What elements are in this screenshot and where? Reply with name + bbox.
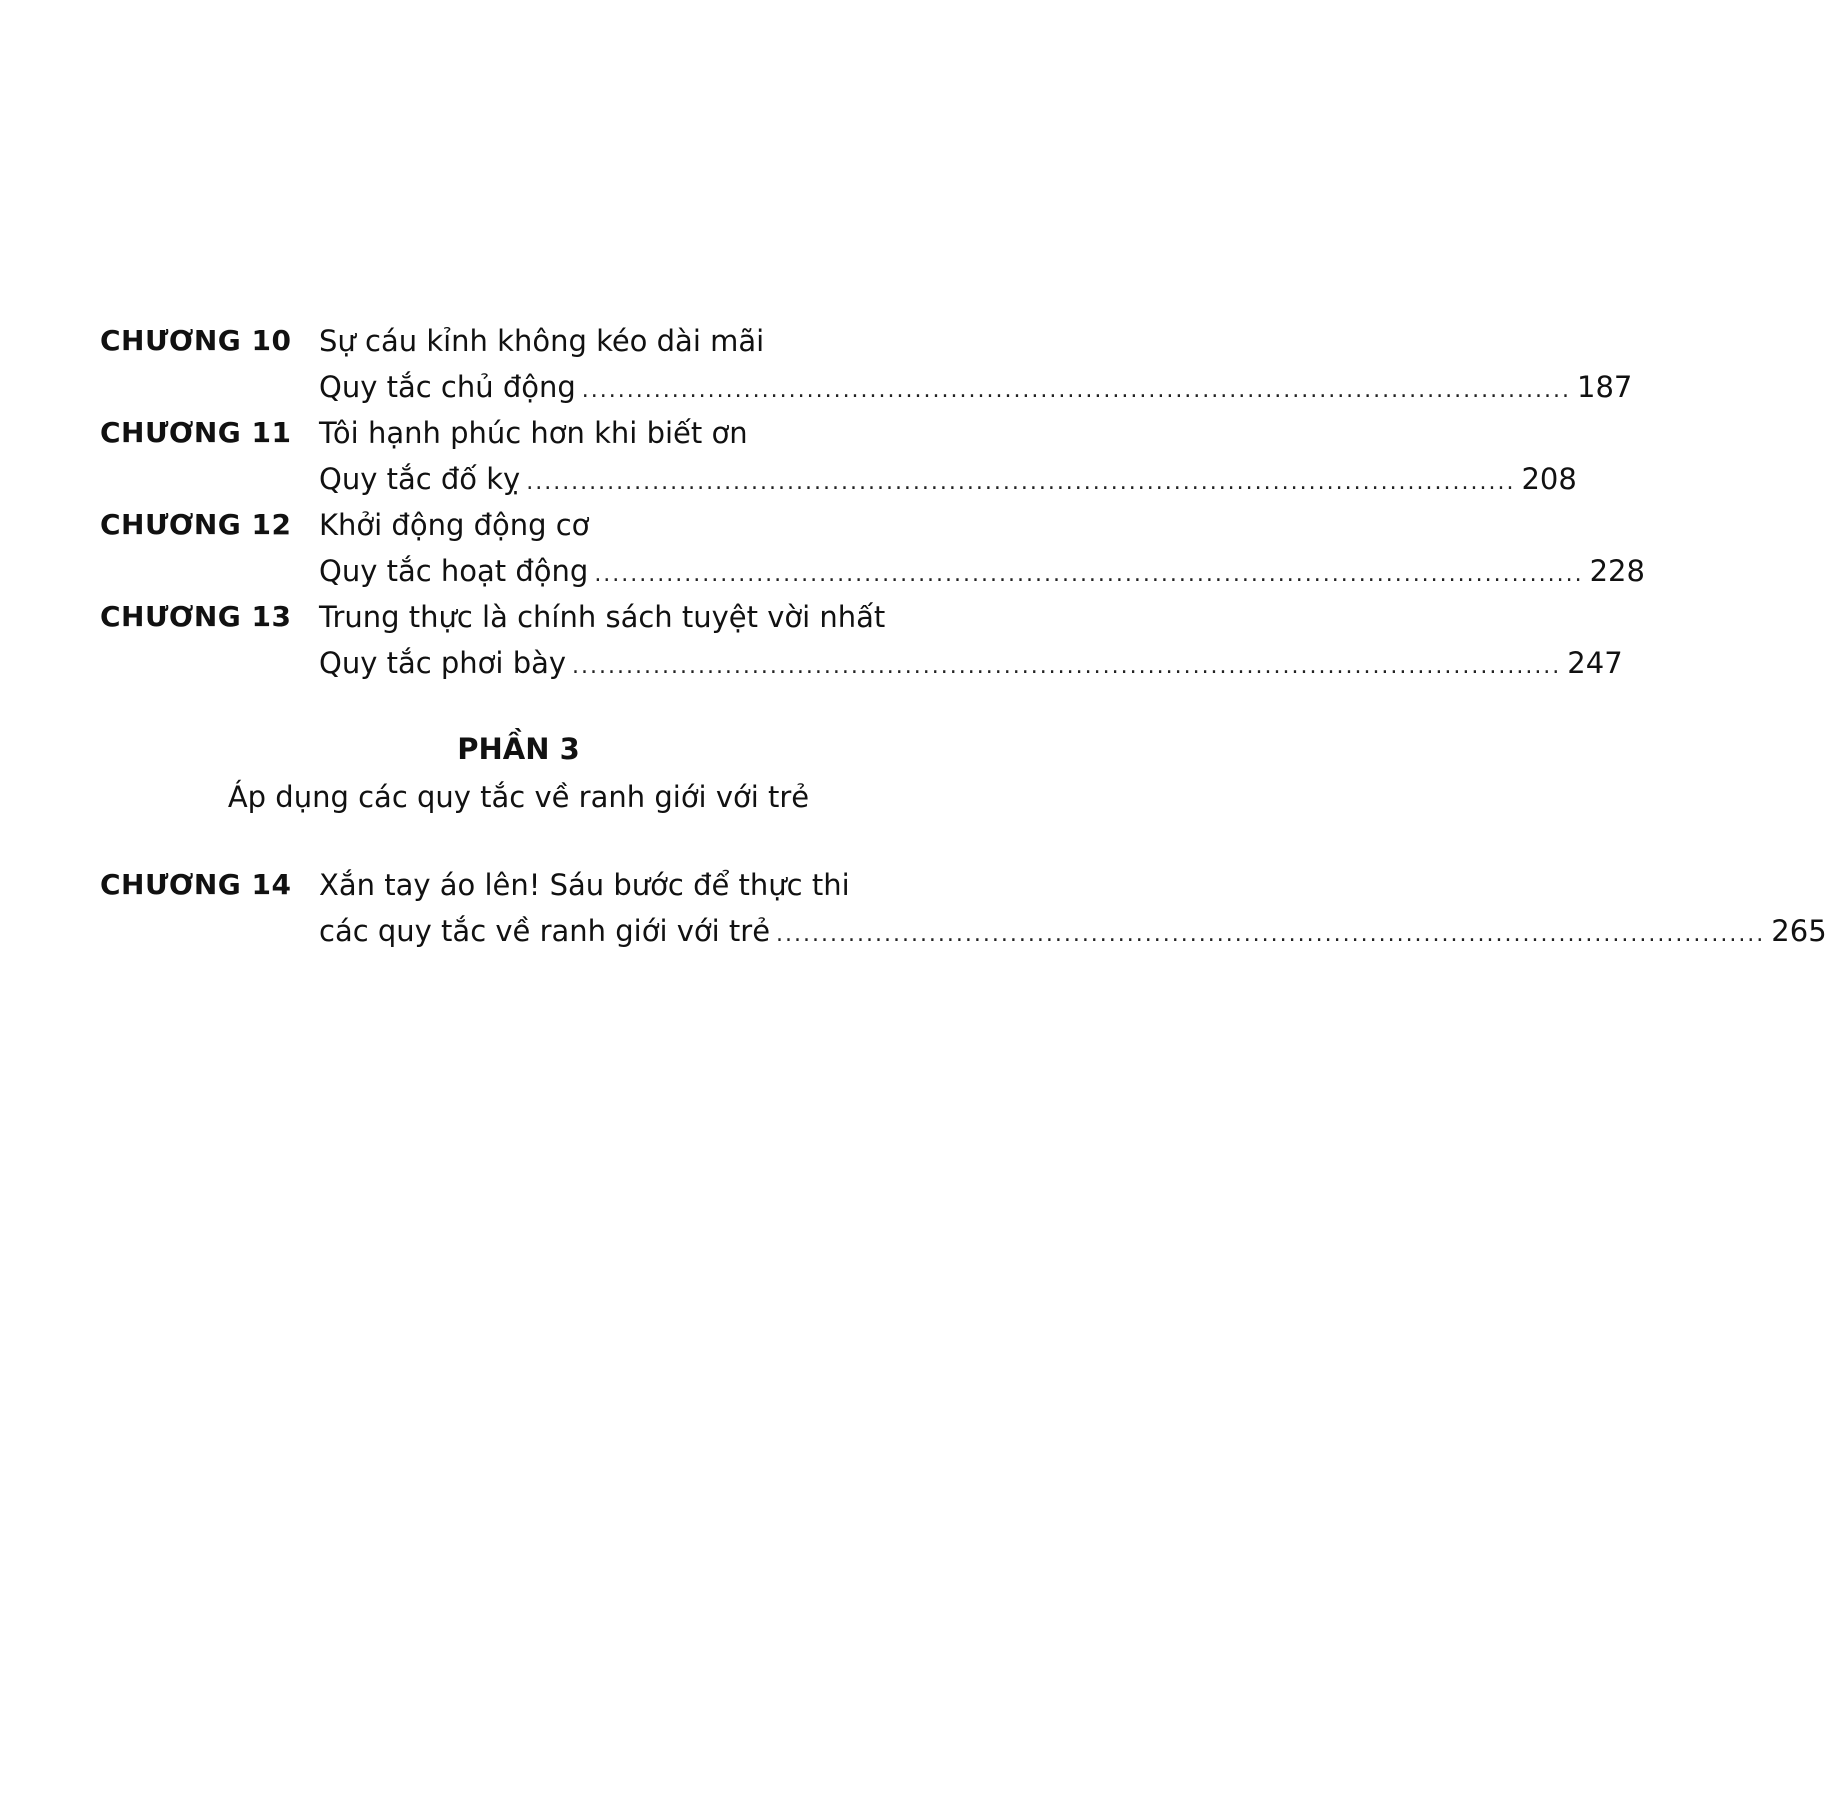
page-number: 265	[1771, 914, 1827, 948]
dot-leader: ..............................................................................................................	[526, 470, 1516, 495]
dot-leader: ..............................................................................................................	[572, 654, 1562, 679]
dot-leader: ..............................................................................................................	[594, 562, 1584, 587]
toc-chapter-list	[100, 318, 1645, 686]
chapter-title: Trung thực là chính sách tuyệt vời nhất	[319, 600, 886, 634]
part-subtitle: Áp dụng các quy tắc về ranh giới với trẻ	[227, 780, 810, 814]
part-heading: PHẦN 3	[457, 732, 580, 766]
page-number: 247	[1567, 646, 1623, 680]
dot-leader: ..............................................................................................................	[581, 378, 1572, 403]
chapter-label: CHƯƠNG 10	[100, 324, 292, 357]
chapter-title: Xắn tay áo lên! Sáu bước để thực thi	[319, 868, 850, 902]
page-number: 208	[1521, 462, 1577, 496]
toc-entry	[100, 410, 1577, 502]
chapter-title: Sự cáu kỉnh không kéo dài mãi	[319, 324, 765, 358]
chapter-rule: Quy tắc phơi bày	[319, 646, 567, 680]
chapter-label: CHƯƠNG 14	[100, 868, 292, 901]
page-number: 187	[1577, 370, 1633, 404]
chapter-rule: Quy tắc đố kỵ	[319, 462, 521, 496]
toc-entry	[100, 502, 1645, 594]
chapter-label: CHƯƠNG 12	[100, 508, 292, 541]
chapter-rule: Quy tắc hoạt động	[319, 554, 589, 588]
toc-entry	[100, 594, 1623, 686]
chapter-title: Tôi hạnh phúc hơn khi biết ơn	[319, 416, 748, 450]
toc-entry	[100, 318, 1633, 410]
chapter-title: Khởi động động cơ	[319, 508, 590, 542]
toc-part-chapter-list	[100, 862, 1827, 954]
page-number: 228	[1589, 554, 1645, 588]
toc-entry	[100, 862, 1827, 954]
chapter-rule: Quy tắc chủ động	[319, 370, 576, 404]
chapter-rule: các quy tắc về ranh giới với trẻ	[319, 914, 771, 948]
chapter-label: CHƯƠNG 13	[100, 600, 292, 633]
dot-leader: ..............................................................................................................	[776, 922, 1766, 947]
chapter-label: CHƯƠNG 11	[100, 416, 292, 449]
